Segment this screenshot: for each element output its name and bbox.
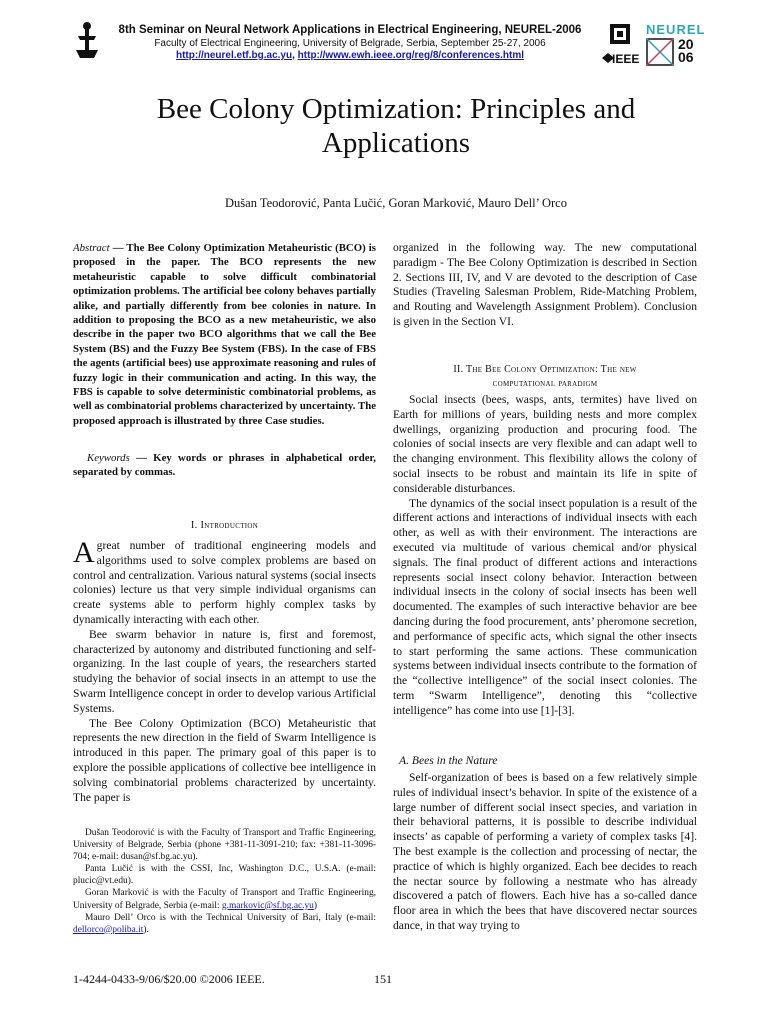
- section-2-heading: [393, 363, 697, 391]
- organization-paragraph: organized in the following way. The new computational paradigm - The Bee Colony Optimization is described in Section 2. Sections III, IV, and V are devoted to the description of Case Studies (Traveling Salesman Problem, Ride-Matching Problem, and Routing and Wavelength Assignment Problem). Conclusion is given in the Section VI.: [393, 241, 697, 328]
- introduction-body: [73, 536, 376, 805]
- neurel-logo: [646, 22, 706, 65]
- footnote-3: [73, 887, 376, 911]
- footnote-4-text: Mauro Dell’ Orco is with the Technical University of Bari, Italy (e-mail:: [85, 912, 376, 923]
- abstract-label: Abstract: [73, 242, 110, 254]
- section-1-heading: I. Introduction: [190, 520, 259, 531]
- conference-logo-icon: [72, 20, 102, 67]
- author-footnotes: [73, 827, 376, 936]
- title-line-2: Applications: [321, 127, 471, 159]
- neurel-label: NEUREL: [646, 22, 706, 37]
- subsection-body: [393, 771, 697, 934]
- title-line-1: Bee Colony Optimization: Principles and: [156, 93, 636, 125]
- year-bottom: 06: [678, 49, 694, 65]
- isbn-copyright: 1-4244-0433-9/06/$20.00 ©2006 IEEE.: [73, 972, 265, 986]
- conference-title: 8th Seminar on Neural Network Applications in Electrical Engineering, NEUREL-2006: [118, 24, 582, 36]
- neurel-network-icon: [646, 38, 674, 66]
- keywords-text: — Key words or phrases in alphabetical order, separated by commas.: [73, 452, 376, 479]
- conference-venue: Faculty of Electrical Engineering, University of Belgrade, Serbia, September 25-27, 2006: [154, 38, 546, 49]
- section-2-paragraph-1: Social insects (bees, wasps, ants, termites) have lived on Earth for millions of years, building nests and more complex dwellings, organizing production and procuring food. The colonies of social insects are very flexible and can adapt well to the changing environment. This flexibility allows the colony of social insects to be robust and maintain its life in spite of considerable disturbances.: [393, 393, 697, 495]
- link-separator: ,: [292, 50, 298, 61]
- intro-paragraph-2: Bee swarm behavior in nature is, first and foremost, characterized by autonomy and distributed functioning and self-organizing. In the last couple of years, the researchers started studying the behavior of social insects in an attempt to use the Swarm Intelligence concept in order to develop various Artificial Systems.: [73, 627, 376, 715]
- footnote-3-end: ): [313, 900, 317, 911]
- intro-paragraph-1-text: great number of traditional engineering models and algorithms used to solve complex problems are based on control and centralization. Various natural systems (social insects colonies) lecture us that very simple individual organisms can create systems able to perform highly complex tasks by dynamically interacting with each other.: [73, 539, 376, 626]
- year-top: 20: [678, 36, 694, 52]
- intro-paragraph-3: The Bee Colony Optimization (BCO) Metaheuristic that represents the new direction in the field of Swarm Intelligence is introduced in this paper. The primary goal of this paper is to explore the possible applications of collective bee intelligence in solving combinatorial problems characterized by uncertainty. The paper is: [73, 716, 376, 804]
- footnote-1: Dušan Teodorović is with the Faculty of Transport and Traffic Engineering, University of Belgrade, Serbia (phone +381-11-3091-210; fax: +381-11-3096-704; e-mail: dusan@sf.bg.ac.yu).: [73, 828, 376, 863]
- section-2-paragraph-2: The dynamics of the social insect population is a result of the different actions and interactions of individual insects with each other, as well as with their environment. The interactions are executed via multitude of various chemical and/or physical signals. The final product of different actions and interactions represents social insect colony behavior. Interaction between individual insects in the colony of social insects has been well documented. The examples of such interactive behavior are bee dancing during the food procurement, ants’ pheromone secretion, and performance of specific acts, which signal the other insects to start performing the same actions. These communication systems between individual insects contribute to the formation of the “collective intelligence” of the social insect colonies. The term “Swarm Intelligence”, denoting this “collective intelligence” has come into use [1]-[3].: [393, 496, 697, 717]
- neurel-link[interactable]: http://neurel.etf.bg.ac.yu: [175, 50, 293, 61]
- abstract: [73, 241, 376, 428]
- dellorco-email-link[interactable]: dellorco@poliba.it: [73, 924, 144, 935]
- subsection-paragraph-1: Self-organization of bees is based on a few relatively simple rules of individual insect’s behavior. In spite of the existence of a large number of different social insect species, and variation in their behavioral patterns, it is possible to describe individual insects’ as capable of performing a variety of complex tasks [4]. The best example is the collection and processing of nectar, the practice of which is highly organized. Each bee decides to reach the nectar source by following a nestmate who has already discovered a patch of flowers. Each hive has a so-called dance floor area in which the bees that have discovered nectar sources dance, in that way trying to: [393, 771, 697, 932]
- footnote-2: Panta Lučić is with the CSSI, Inc, Washington D.C., U.S.A. (e-mail: plucic@vt.edu).: [73, 864, 376, 887]
- conference-links: [112, 50, 588, 61]
- paper-title: [60, 92, 732, 160]
- markovic-email-link[interactable]: g.markovic@sf.bg.ac.yu: [221, 900, 314, 911]
- dropcap-letter: A: [73, 536, 95, 569]
- neurel-year: [678, 38, 694, 64]
- ieee-label: IEEE: [612, 52, 640, 66]
- section-2-heading-line-1: II. The Bee Colony Optimization: The new: [453, 364, 637, 375]
- footnote-4-end: ).: [143, 924, 149, 935]
- paper-authors: Dušan Teodorović, Panta Lučić, Goran Marković, Mauro Dell’ Orco: [225, 196, 567, 210]
- keywords: [73, 451, 376, 480]
- footnote-4: [73, 912, 376, 936]
- footnote-3-text: Goran Marković is with the Faculty of Transport and Traffic Engineering, University of Belgrade, Serbia (e-mail:: [73, 888, 376, 911]
- section-2-body: [393, 393, 697, 719]
- ieee-logo: [600, 22, 640, 71]
- section-2-heading-line-2: computational paradigm: [492, 378, 598, 389]
- subsection-heading: A. Bees in the Nature: [399, 754, 498, 767]
- ieee-region8-link[interactable]: http://www.ewh.ieee.org/reg/8/conferences.html: [297, 50, 525, 61]
- abstract-text: — The Bee Colony Optimization Metaheuristic (BCO) is proposed in the paper. The BCO represents the new metaheuristic capable to solve difficult combinatorial optimization problems. The artificial bee colony behaves partially alike, and partially differently from bee colonies in nature. In addition to proposing the BCO as a new metaheuristic, we also describe in the paper two BCO algorithms that we call the Bee System (BS) and the Fuzzy Bee System (FBS). In the case of FBS the agents (artificial bees) use approximate reasoning and rules of fuzzy logic in their communication and acting. In this way, the FBS is capable to solve deterministic combinatorial problems, as well as combinatorial problems characterized by uncertainty. The proposed approach is illustrated by three Case studies.: [73, 242, 376, 427]
- keywords-label: Keywords: [87, 452, 130, 464]
- intro-paragraph-1: [73, 536, 376, 628]
- page-number: 151: [374, 972, 392, 986]
